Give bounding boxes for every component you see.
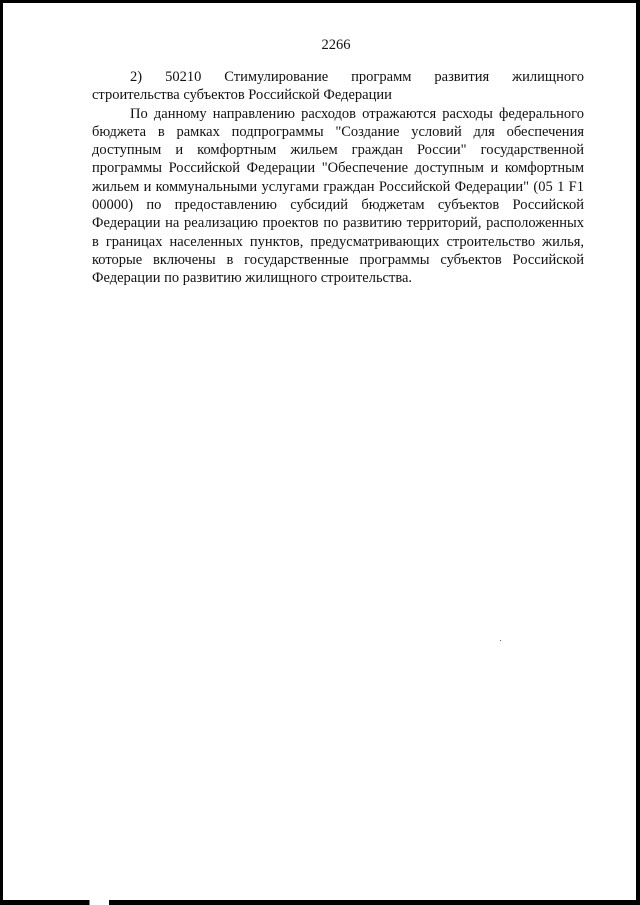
scan-edge-left bbox=[0, 0, 3, 905]
heading-item-number: 2) bbox=[130, 69, 143, 85]
body-paragraph: По данному направлению расходов отражаются расходы федерального бюджета в рамках подпрограммы "Создание условий для обеспечения доступным и комфортным жильем граждан России" государственной программы Российской Федерации "Обеспечение доступным и комфортным жильем и коммунальными услугами граждан Российской Федерации" (05 1 F1 00000) по предоставлению субсидий бюджетам субъектов Российской Федерации на реализацию проектов по развитию территорий, расположенных в границах населенных пунктов, предусматривающих строительство жилья, которые включены в государственные программы субъектов Российской Федерации по развитию жилищного строительства. bbox=[92, 105, 584, 287]
section-heading-continuation: строительства субъектов Российской Федерации bbox=[92, 87, 392, 104]
heading-word: программ bbox=[351, 69, 412, 85]
document-body bbox=[92, 68, 584, 288]
scan-edge-top bbox=[0, 0, 640, 3]
heading-word: Стимулирование bbox=[224, 69, 329, 85]
scan-edge-right bbox=[636, 0, 640, 905]
heading-word: развития bbox=[434, 69, 490, 85]
scan-edge-bottom bbox=[0, 900, 640, 905]
section-heading bbox=[92, 68, 584, 86]
scan-speck bbox=[500, 640, 501, 641]
heading-code: 50210 bbox=[165, 69, 202, 85]
page-number: 2266 bbox=[321, 37, 351, 53]
heading-word: жилищного bbox=[512, 69, 584, 85]
